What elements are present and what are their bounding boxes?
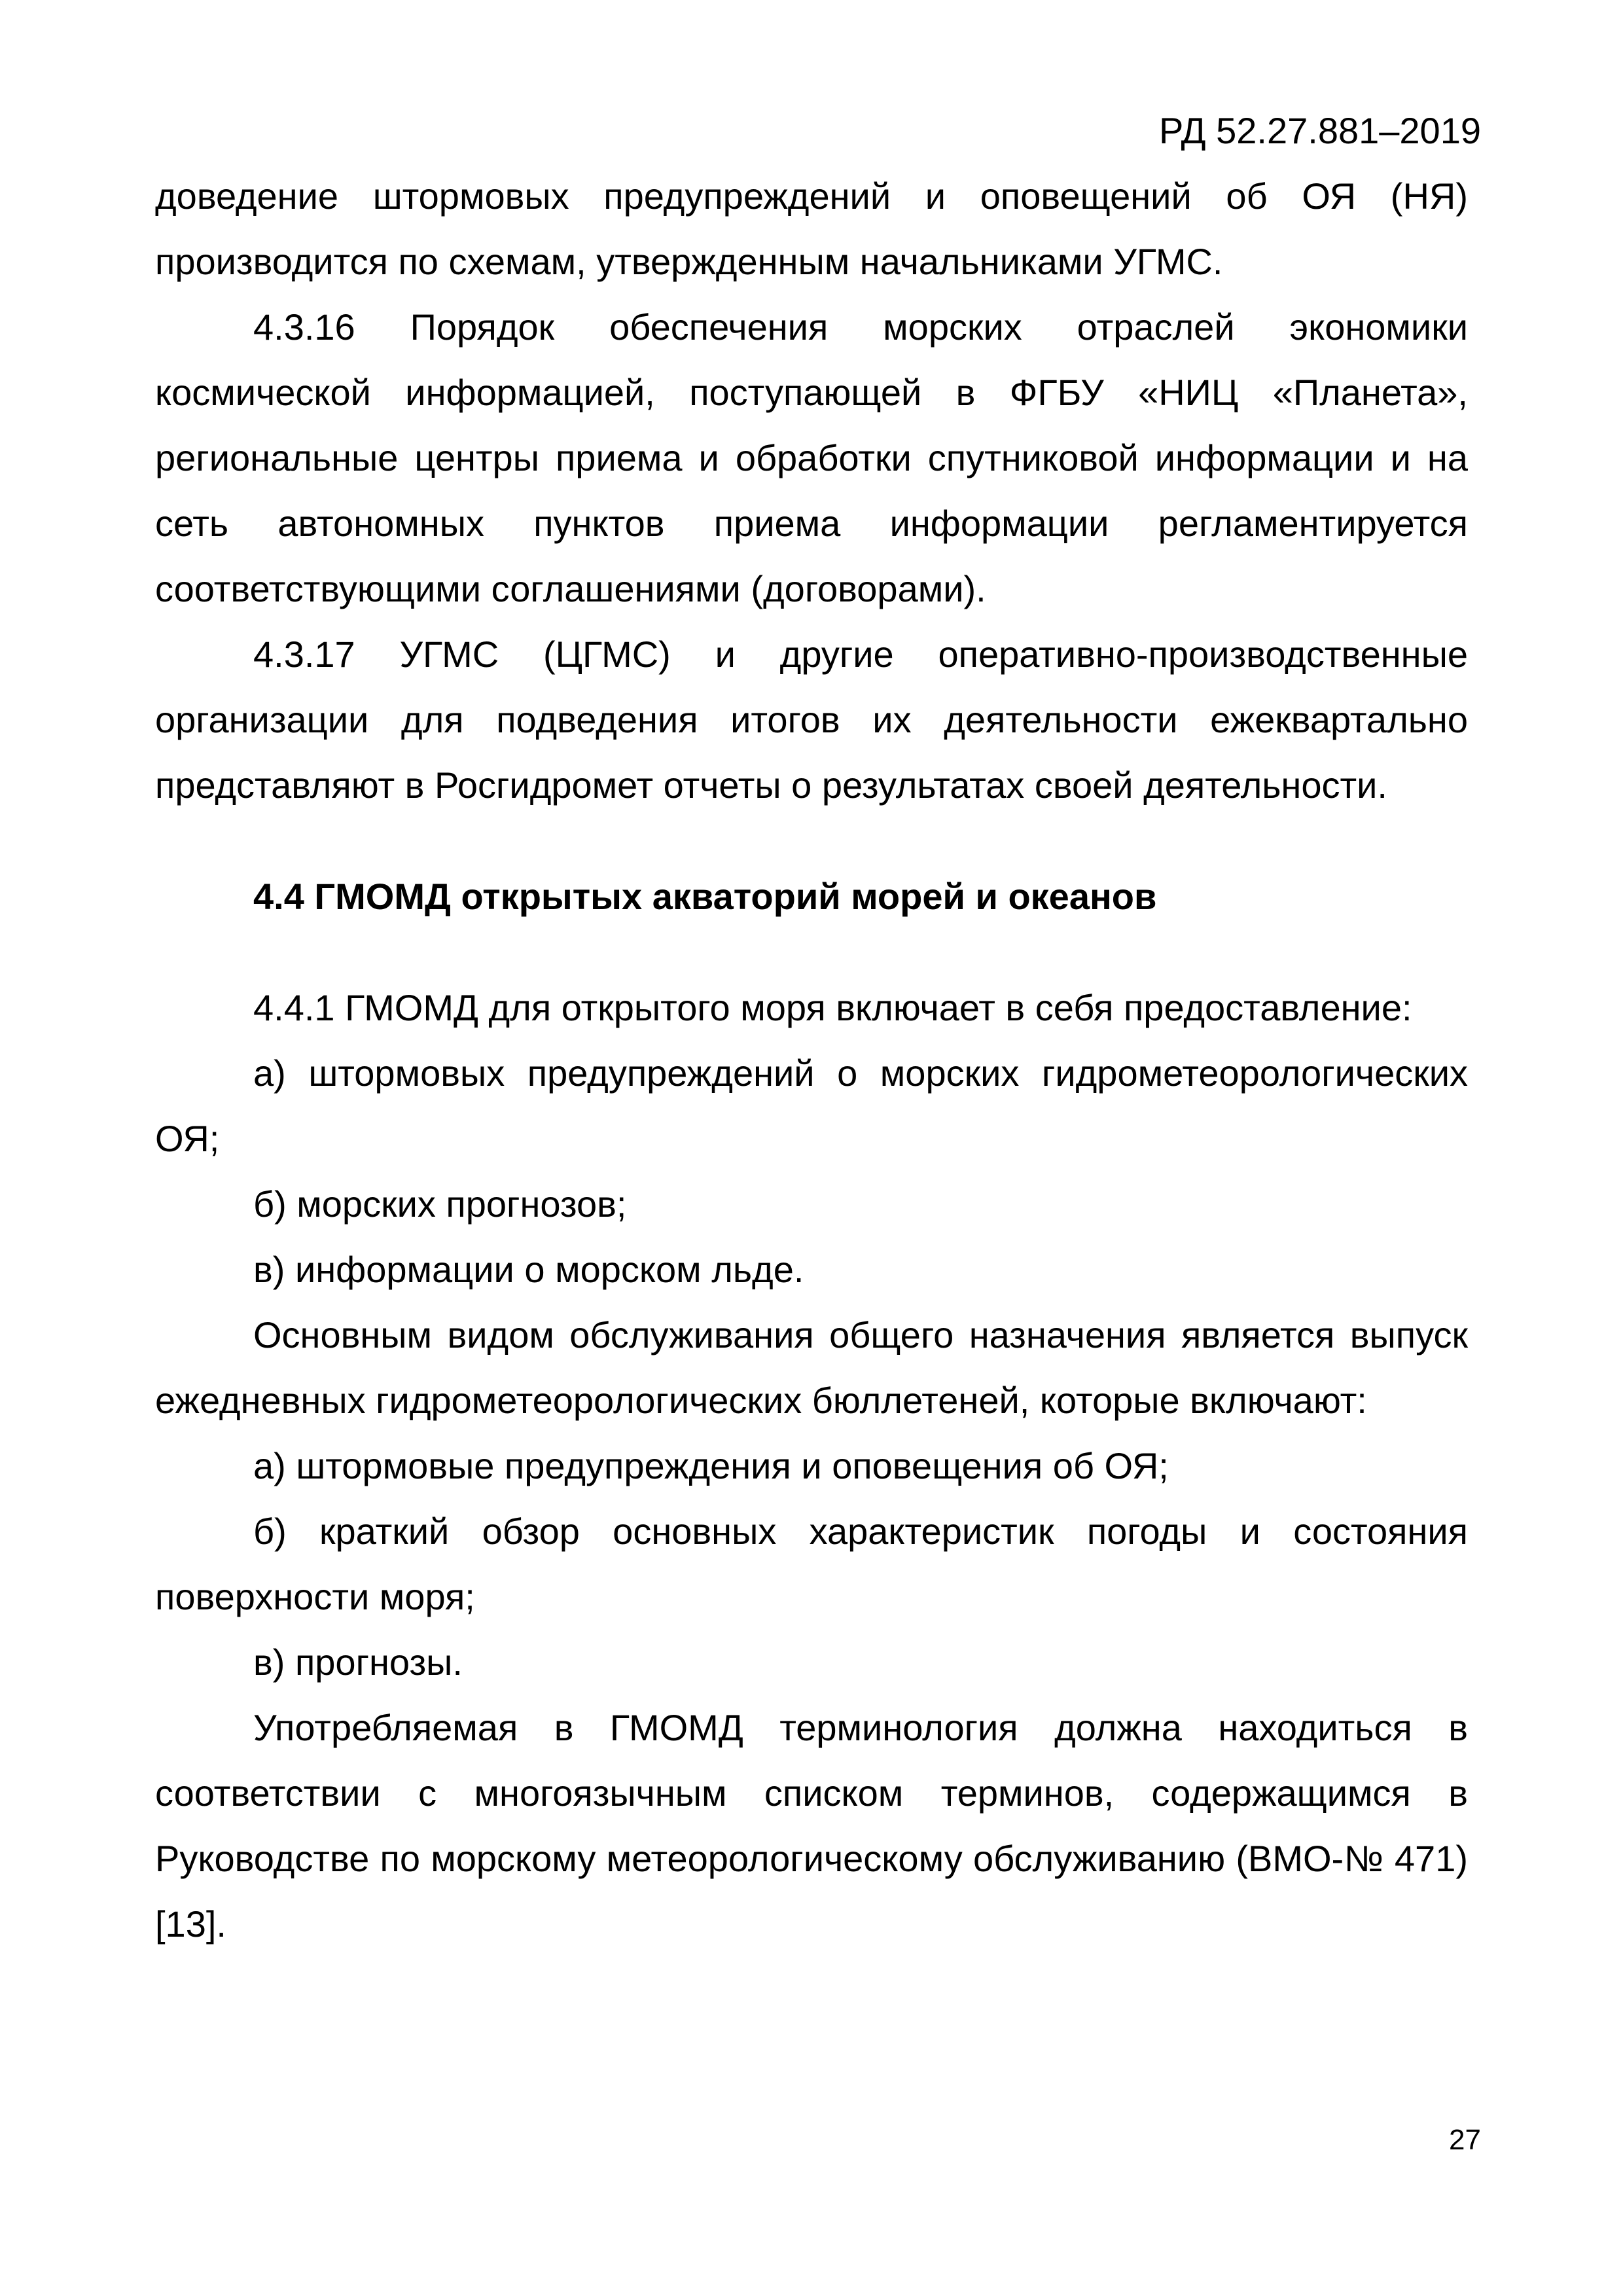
paragraph-4-4-1: 4.4.1 ГМОМД для открытого моря включает в себя предоставление: (253, 987, 1412, 1028)
paragraph-terminology: Употребляемая в ГМОМД терминология должна находиться в соответствии с многоязычным списком терминов, содержащимся в Руководстве по морскому метеорологическому обслуживанию (ВМО-№ 471) [13]. (155, 1707, 1468, 1945)
document-code: РД 52.27.881–2019 (1159, 110, 1481, 151)
paragraph-4-3-17: 4.3.17 УГМС (ЦГМС) и другие оперативно-производственные организации для подведения итогов их деятельности ежеквартально представляют в Росгидромет отчеты о результатах своей деятельности. (155, 634, 1468, 806)
list-item-b: б) морских прогнозов; (253, 1183, 627, 1225)
list-item-a: а) штормовых предупреждений о морских гидрометеорологических ОЯ; (155, 1052, 1468, 1159)
page-number: 27 (1449, 2124, 1481, 2156)
paragraph-bulletins: Основным видом обслуживания общего назначения является выпуск ежедневных гидрометеорологических бюллетеней, которые включают: (155, 1314, 1468, 1421)
paragraph-continuation: доведение штормовых предупреждений и оповещений об ОЯ (НЯ) производится по схемам, утвержденным начальниками УГМС. (155, 175, 1468, 282)
body-text (155, 164, 1468, 1957)
section-heading-4-4: 4.4 ГМОМД открытых акваторий морей и океанов (253, 876, 1157, 917)
list-item-c: в) информации о морском льде. (253, 1249, 804, 1290)
bulletin-item-a: а) штормовые предупреждения и оповещения об ОЯ; (253, 1445, 1169, 1486)
paragraph-4-3-16: 4.3.16 Порядок обеспечения морских отраслей экономики космической информацией, поступающей в ФГБУ «НИЦ «Планета», региональные центры приема и обработки спутниковой информации и на сеть автономных пунктов приема информации регламентируется соответствующими соглашениями (договорами). (155, 306, 1468, 609)
bulletin-item-c: в) прогнозы. (253, 1641, 463, 1683)
bulletin-item-b: б) краткий обзор основных характеристик погоды и состояния поверхности моря; (155, 1511, 1468, 1617)
